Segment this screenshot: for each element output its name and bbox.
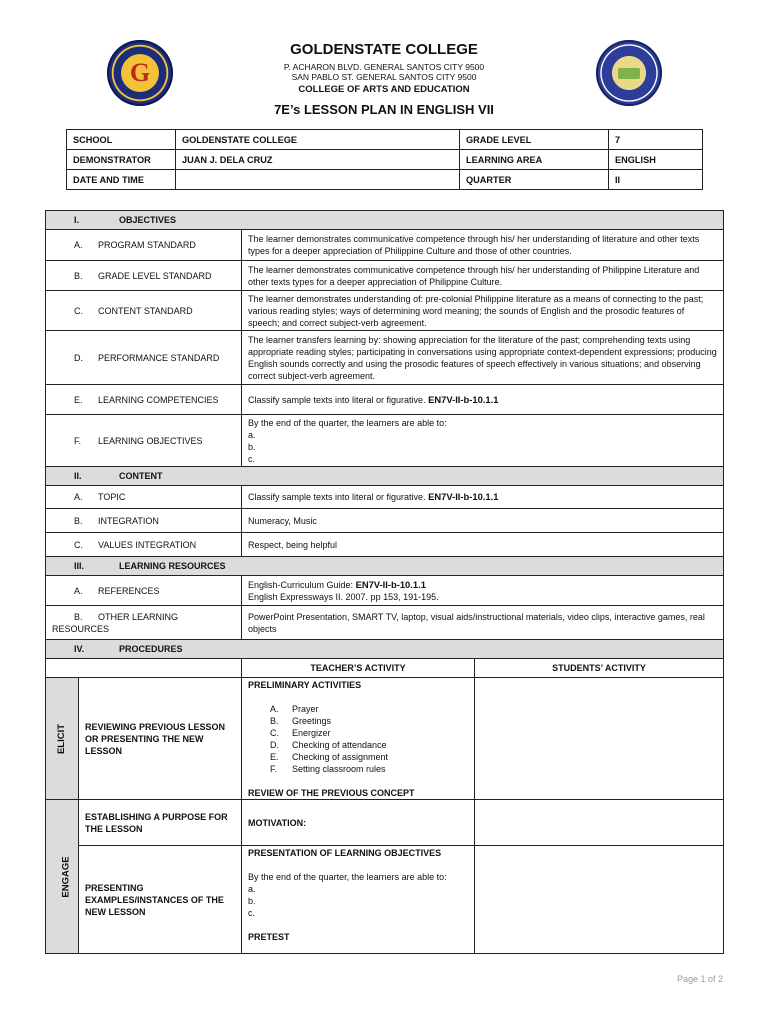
activity-item — [270, 727, 468, 739]
presentation-b: b. — [248, 896, 256, 906]
activity-text: Setting classroom rules — [292, 764, 386, 774]
row-elicit — [46, 678, 724, 800]
phase-engage — [46, 800, 79, 954]
motivation: MOTIVATION: — [242, 800, 475, 846]
competency-code: EN7V-II-b-10.1.1 — [428, 393, 499, 405]
row-values-integration — [46, 533, 724, 557]
item-letter: B. — [74, 611, 83, 622]
section-number: IV. — [74, 644, 85, 654]
grade-level-label: GRADE LEVEL — [460, 130, 609, 150]
activity-item — [270, 763, 468, 775]
section-procedures — [46, 640, 724, 659]
row-integration — [46, 509, 724, 533]
presentation-a: a. — [248, 884, 256, 894]
objective-a: a. — [248, 429, 256, 440]
activity-text: Prayer — [292, 704, 319, 714]
section-objectives — [46, 211, 724, 230]
item-label: LEARNING OBJECTIVES — [98, 435, 203, 446]
row-learning-competencies — [46, 385, 724, 415]
teacher-activity-header: TEACHER’S ACTIVITY — [242, 659, 475, 678]
section-content — [46, 467, 724, 486]
quarter-label: QUARTER — [460, 170, 609, 190]
reference-book: English Expressways II. 2007. pp 153, 191-195. — [248, 591, 439, 602]
item-label: GRADE LEVEL STANDARD — [98, 270, 212, 281]
item-label: OTHER LEARNING RESOURCES — [52, 611, 179, 634]
item-label: CONTENT STANDARD — [98, 305, 193, 316]
students-activity-elicit — [475, 678, 724, 800]
item-letter: A. — [74, 585, 83, 596]
item-label: INTEGRATION — [98, 515, 159, 526]
grade-level-value: 7 — [609, 130, 703, 150]
section-number: I. — [74, 215, 80, 225]
activity-item — [270, 703, 468, 715]
integration-text: Numeracy, Music — [242, 509, 724, 533]
college-name: GOLDENSTATE COLLEGE — [290, 41, 478, 58]
activity-letter: A. — [270, 704, 279, 714]
activity-item — [270, 751, 468, 763]
activity-letter: F. — [270, 764, 278, 774]
row-engage-purpose — [46, 800, 724, 846]
review-previous-concept: REVIEW OF THE PREVIOUS CONCEPT — [248, 788, 415, 798]
item-label: VALUES INTEGRATION — [98, 539, 197, 550]
logo-letter: G — [129, 58, 151, 87]
step-reviewing: REVIEWING PREVIOUS LESSON OR PRESENTING THE NEW LESSON — [79, 678, 242, 800]
row-references — [46, 576, 724, 606]
learning-area-label: LEARNING AREA — [460, 150, 609, 170]
program-standard-text: The learner demonstrates communicative competence through his/ her understanding of literature and other texts types for a deeper appreciation of Philippine Culture and those of other countries. — [242, 230, 724, 261]
page-number: Page 1 of 2 — [676, 974, 723, 984]
section-number: II. — [74, 471, 82, 481]
department-name: COLLEGE OF ARTS AND EDUCATION — [298, 84, 470, 95]
row-program-standard — [46, 230, 724, 261]
lesson-plan-title: 7E’s LESSON PLAN IN ENGLISH VII — [274, 102, 494, 117]
presentation-of-objectives: PRESENTATION OF LEARNING OBJECTIVES — [248, 848, 442, 858]
row-grade-level-standard — [46, 261, 724, 291]
section-learning-resources — [46, 557, 724, 576]
info-row-demonstrator — [67, 150, 703, 170]
activity-list — [270, 703, 468, 775]
row-other-resources — [46, 606, 724, 640]
objective-b: b. — [248, 441, 256, 452]
presentation-intro: By the end of the quarter, the learners are able to: — [248, 872, 447, 882]
pretest: PRETEST — [248, 932, 290, 942]
activity-header-row — [46, 659, 724, 678]
row-engage-presenting — [46, 846, 724, 954]
students-activity-presenting — [475, 846, 724, 954]
item-label: PROGRAM STANDARD — [98, 240, 196, 250]
phase-elicit — [46, 678, 79, 800]
row-content-standard — [46, 291, 724, 331]
demonstrator-label: DEMONSTRATOR — [67, 150, 176, 170]
objective-c: c. — [248, 453, 256, 464]
activity-letter: D. — [270, 740, 279, 750]
item-letter: C. — [74, 539, 83, 550]
row-performance-standard — [46, 331, 724, 385]
topic-text: Classify sample texts into literal or figurative. — [248, 492, 426, 502]
info-table — [66, 129, 703, 190]
item-letter: F. — [74, 435, 82, 446]
address-line-2: SAN PABLO ST. GENERAL SANTOS CITY 9500 — [291, 72, 477, 82]
performance-standard-text: The learner transfers learning by: showing appreciation for the literature of the past; comprehending texts using appropriate reading styles; participating in conversations using appropriate context-dependent expressions; producing English sounds correctly and using the prosodic features of speech effectively in various situations; and observing correct subject-verb agreement. — [242, 331, 724, 385]
quarter-value: II — [609, 170, 703, 190]
objectives-intro: By the end of the quarter, the learners are able to: — [248, 417, 447, 428]
item-label: REFERENCES — [98, 585, 160, 596]
reference-guide: English-Curriculum Guide: — [248, 579, 354, 590]
preliminary-activities: PRELIMINARY ACTIVITIES — [248, 680, 362, 690]
info-row-school — [67, 130, 703, 150]
students-activity-header: STUDENTS’ ACTIVITY — [475, 659, 724, 678]
school-value: GOLDENSTATE COLLEGE — [176, 130, 460, 150]
item-letter: E. — [74, 394, 83, 405]
address-line-1: P. ACHARON BLVD. GENERAL SANTOS CITY 9500 — [283, 62, 485, 72]
activity-text: Greetings — [292, 716, 332, 726]
school-label: SCHOOL — [67, 130, 176, 150]
grade-level-standard-text: The learner demonstrates communicative competence through his/ her understanding of Philippine Literature and other texts types for a deeper appreciation of Philippine Culture. — [242, 261, 724, 291]
learning-area-value: ENGLISH — [609, 150, 703, 170]
lesson-plan-table — [45, 210, 724, 954]
presentation-c: c. — [248, 908, 256, 918]
content-standard-text: The learner demonstrates understanding of: pre-colonial Philippine literature as a means of connecting to the past; various reading styles; ways of determining word meaning; the sounds of English and the prosodic features of speech; and correct subject-verb agreement. — [242, 291, 724, 331]
info-row-date — [67, 170, 703, 190]
section-title: OBJECTIVES — [119, 215, 177, 225]
item-letter: A. — [74, 240, 83, 250]
item-label: TOPIC — [98, 492, 126, 502]
activity-letter: C. — [270, 728, 279, 738]
item-letter: B. — [74, 270, 83, 281]
competencies-text: Classify sample texts into literal or figurative. — [248, 394, 426, 405]
phase-label: ENGAGE — [60, 856, 72, 898]
section-title: CONTENT — [119, 471, 163, 481]
item-label: LEARNING COMPETENCIES — [98, 394, 219, 405]
activity-item — [270, 739, 468, 751]
activity-letter: B. — [270, 716, 279, 726]
item-letter: A. — [74, 492, 83, 502]
reference-code: EN7V-II-b-10.1.1 — [355, 578, 426, 590]
activity-text: Checking of attendance — [292, 740, 387, 750]
section-title: LEARNING RESOURCES — [119, 561, 226, 571]
item-letter: D. — [74, 352, 83, 363]
step-presenting-examples: PRESENTING EXAMPLES/INSTANCES OF THE NEW LESSON — [79, 846, 242, 954]
section-title: PROCEDURES — [119, 644, 183, 654]
topic-code: EN7V-II-b-10.1.1 — [428, 491, 499, 502]
item-letter: B. — [74, 515, 83, 526]
demonstrator-value: JUAN J. DELA CRUZ — [176, 150, 460, 170]
section-number: III. — [74, 561, 85, 571]
activity-text: Energizer — [292, 728, 331, 738]
activity-letter: E. — [270, 752, 279, 762]
row-learning-objectives — [46, 415, 724, 467]
item-letter: C. — [74, 305, 83, 316]
other-resources-text: PowerPoint Presentation, SMART TV, laptop, visual aids/instructional materials, video clips, interactive games, real objects — [242, 606, 724, 640]
students-activity-purpose — [475, 800, 724, 846]
date-time-label: DATE AND TIME — [67, 170, 176, 190]
values-integration-text: Respect, being helpful — [242, 533, 724, 557]
row-topic — [46, 486, 724, 509]
activity-item — [270, 715, 468, 727]
item-label: PERFORMANCE STANDARD — [98, 352, 220, 363]
phase-label: ELICIT — [56, 723, 67, 755]
step-establishing-purpose: ESTABLISHING A PURPOSE FOR THE LESSON — [79, 800, 242, 846]
date-time-value — [176, 170, 460, 190]
activity-text: Checking of assignment — [292, 752, 389, 762]
